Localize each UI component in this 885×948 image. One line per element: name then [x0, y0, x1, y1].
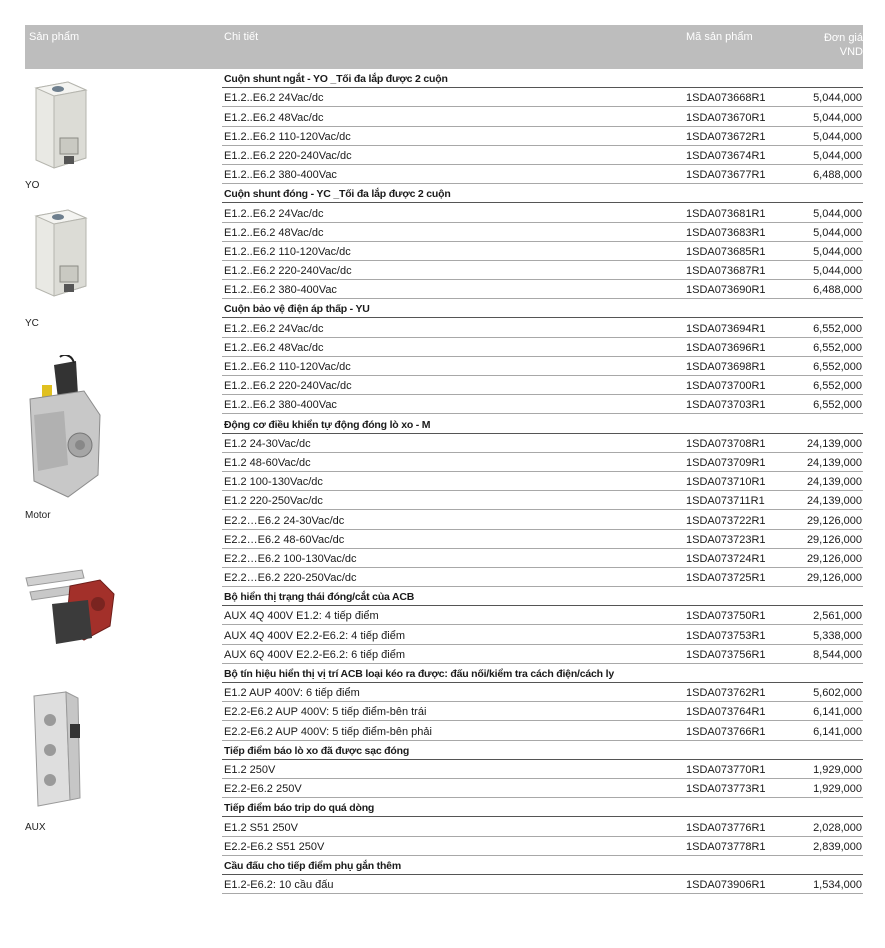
product-label-motor: Motor [25, 510, 51, 521]
item-price: 2,028,000 [813, 821, 862, 834]
table-row [222, 242, 863, 261]
table-row [222, 721, 863, 740]
item-price: 5,044,000 [813, 130, 862, 143]
item-code: 1SDA073677R1 [686, 169, 766, 182]
item-code: 1SDA073722R1 [686, 514, 766, 527]
item-price: 6,141,000 [813, 725, 862, 738]
item-price: 24,139,000 [806, 437, 862, 450]
section-title: Cầu đấu cho tiếp điểm phụ gắn thêm [224, 859, 401, 872]
item-price: 5,044,000 [813, 92, 862, 105]
product-label-yo: YO [25, 180, 40, 191]
item-code: 1SDA073762R1 [686, 687, 766, 700]
header-detail: Chi tiết [224, 31, 259, 43]
item-code: 1SDA073681R1 [686, 207, 766, 220]
section-title: Tiếp điểm báo trip do quá dòng [224, 802, 375, 815]
table-row [222, 107, 863, 126]
section-title: Cuộn shunt ngắt - YO _Tối đa lắp được 2 cuộn [224, 73, 448, 86]
item-price: 24,139,000 [806, 495, 862, 508]
section-title: Bộ tín hiệu hiển thị vị trí ACB loại kéo ra được: đấu nối/kiểm tra cách điện/cách ly [224, 668, 614, 680]
section-title-row [222, 587, 863, 606]
aux-contact-image [26, 690, 86, 810]
table-row [222, 280, 863, 299]
item-price: 6,488,000 [813, 169, 862, 182]
item-code: 1SDA073668R1 [686, 92, 766, 105]
item-code: 1SDA073750R1 [686, 610, 766, 623]
item-code: 1SDA073685R1 [686, 245, 766, 258]
item-price: 29,126,000 [806, 552, 862, 565]
item-code: 1SDA073776R1 [686, 821, 766, 834]
item-code: 1SDA073778R1 [686, 840, 766, 853]
header-price [824, 31, 863, 59]
item-description: E1.2..E6.2 110-120Vac/dc [224, 361, 351, 373]
table-row [222, 223, 863, 242]
item-description: E1.2..E6.2 48Vac/dc [224, 111, 324, 124]
section-title: Cuộn shunt đóng - YC _Tối đa lắp được 2 cuộn [224, 188, 451, 201]
product-label-aux: AUX [25, 822, 46, 833]
item-description: E1.2 250V [224, 763, 276, 776]
header-price-line2: VND [839, 46, 863, 58]
item-code: 1SDA073696R1 [686, 341, 766, 354]
item-description: E2.2-E6.2 AUP 400V: 5 tiếp điểm-bên trái [224, 706, 427, 719]
table-row [222, 702, 863, 721]
item-code: 1SDA073725R1 [686, 572, 766, 585]
item-code: 1SDA073906R1 [686, 879, 766, 892]
table-row [222, 376, 863, 395]
item-description: E1.2..E6.2 220-240Vac/dc [224, 149, 352, 162]
aux-indicator-image [22, 560, 122, 646]
item-description: E1.2..E6.2 220-240Vac/dc [224, 265, 352, 278]
item-description: E2.2…E6.2 48-60Vac/dc [224, 533, 345, 546]
yo-coil-image [28, 80, 94, 172]
section-title-row [222, 299, 863, 318]
item-price: 24,139,000 [806, 456, 862, 469]
item-description: E1.2..E6.2 110-120Vac/dc [224, 245, 351, 258]
item-description: AUX 4Q 400V E2.2-E6.2: 4 tiếp điểm [224, 629, 405, 642]
table-row [222, 568, 863, 587]
section-title: Bộ hiển thị trạng thái đóng/cắt của ACB [224, 591, 415, 604]
table-row [222, 453, 863, 472]
item-description: E2.2-E6.2 250V [224, 783, 302, 796]
item-code: 1SDA073674R1 [686, 149, 766, 162]
item-price: 6,552,000 [813, 341, 862, 354]
table-row [222, 510, 863, 529]
item-code: 1SDA073698R1 [686, 361, 766, 373]
item-price: 5,044,000 [813, 149, 862, 162]
item-description: E1.2..E6.2 380-400Vac [224, 169, 337, 182]
item-price: 5,338,000 [813, 629, 862, 642]
section-title-row [222, 856, 863, 875]
table-header [25, 25, 863, 69]
item-code: 1SDA073770R1 [686, 763, 766, 776]
item-code: 1SDA073670R1 [686, 111, 766, 124]
item-description: E2.2…E6.2 220-250Vac/dc [224, 572, 357, 585]
item-description: E1.2..E6.2 48Vac/dc [224, 341, 324, 354]
table-row [222, 165, 863, 184]
item-price: 8,544,000 [813, 648, 862, 661]
item-price: 6,552,000 [813, 322, 862, 335]
item-code: 1SDA073700R1 [686, 380, 766, 393]
item-code: 1SDA073708R1 [686, 437, 766, 450]
table-row [222, 549, 863, 568]
item-code: 1SDA073724R1 [686, 552, 766, 565]
table-row [222, 530, 863, 549]
item-description: E2.2-E6.2 S51 250V [224, 840, 325, 853]
section-title-row [222, 69, 863, 88]
item-price: 6,552,000 [813, 361, 862, 373]
item-code: 1SDA073703R1 [686, 399, 766, 412]
table-row [222, 146, 863, 165]
item-price: 6,488,000 [813, 284, 862, 297]
item-price: 29,126,000 [806, 572, 862, 585]
item-description: E1.2..E6.2 24Vac/dc [224, 207, 324, 220]
item-price: 2,561,000 [813, 610, 862, 623]
item-code: 1SDA073690R1 [686, 284, 766, 297]
table-row [222, 837, 863, 856]
table-row [222, 779, 863, 798]
section-title-row [222, 798, 863, 817]
item-price: 5,602,000 [813, 687, 862, 700]
product-label-yc: YC [25, 318, 39, 329]
motor-image [24, 355, 106, 503]
item-price: 29,126,000 [806, 514, 862, 527]
item-price: 2,839,000 [813, 840, 862, 853]
section-title: Cuộn bảo vệ điện áp thấp - YU [224, 303, 370, 316]
item-code: 1SDA073687R1 [686, 265, 766, 278]
item-description: E1.2..E6.2 110-120Vac/dc [224, 130, 351, 143]
item-price: 1,929,000 [813, 763, 862, 776]
item-code: 1SDA073709R1 [686, 456, 766, 469]
item-code: 1SDA073773R1 [686, 783, 766, 796]
item-code: 1SDA073694R1 [686, 322, 766, 335]
item-description: E1.2 S51 250V [224, 821, 299, 834]
item-description: E1.2..E6.2 380-400Vac [224, 399, 337, 412]
yc-coil-image [28, 208, 94, 300]
table-row [222, 472, 863, 491]
table-row [222, 645, 863, 664]
header-code: Mã sản phẩm [686, 31, 753, 43]
item-description: E1.2 24-30Vac/dc [224, 437, 311, 450]
item-description: E1.2 100-130Vac/dc [224, 476, 323, 489]
section-title-row [222, 414, 863, 433]
item-description: E1.2 AUP 400V: 6 tiếp điểm [224, 687, 360, 700]
item-code: 1SDA073711R1 [686, 495, 765, 508]
section-title: Động cơ điều khiển tự động đóng lò xo - M [224, 418, 431, 431]
item-price: 5,044,000 [813, 111, 862, 124]
section-title-row [222, 664, 863, 683]
item-code: 1SDA073723R1 [686, 533, 766, 546]
item-description: E1.2 48-60Vac/dc [224, 456, 311, 469]
item-description: E2.2…E6.2 24-30Vac/dc [224, 514, 345, 527]
item-description: E1.2..E6.2 24Vac/dc [224, 322, 324, 335]
item-code: 1SDA073764R1 [686, 706, 766, 719]
table-row [222, 817, 863, 836]
item-code: 1SDA073672R1 [686, 130, 766, 143]
table-row [222, 203, 863, 222]
item-code: 1SDA073710R1 [686, 476, 766, 489]
item-description: E2.2…E6.2 100-130Vac/dc [224, 552, 357, 565]
table-row [222, 875, 863, 894]
table-row [222, 491, 863, 510]
header-product: Sản phẩm [29, 31, 80, 43]
item-description: E1.2 220-250Vac/dc [224, 495, 323, 508]
item-price: 6,141,000 [813, 706, 862, 719]
item-description: AUX 6Q 400V E2.2-E6.2: 6 tiếp điểm [224, 648, 405, 661]
table-row [222, 434, 863, 453]
item-price: 6,552,000 [813, 380, 862, 393]
table-row [222, 606, 863, 625]
item-description: E1.2..E6.2 24Vac/dc [224, 92, 324, 105]
item-price: 1,929,000 [813, 783, 862, 796]
header-price-line1: Đơn giá [823, 32, 863, 44]
section-title-row [222, 741, 863, 760]
item-description: E1.2-E6.2: 10 cầu đấu [224, 879, 334, 892]
item-price: 5,044,000 [813, 245, 862, 258]
item-code: 1SDA073766R1 [686, 725, 766, 738]
price-table [222, 69, 863, 894]
item-price: 5,044,000 [813, 207, 862, 220]
table-row [222, 261, 863, 280]
item-code: 1SDA073753R1 [686, 629, 766, 642]
item-description: E1.2..E6.2 380-400Vac [224, 284, 337, 297]
table-row [222, 395, 863, 414]
item-description: E1.2..E6.2 48Vac/dc [224, 226, 324, 239]
table-row [222, 338, 863, 357]
table-row [222, 683, 863, 702]
item-code: 1SDA073756R1 [686, 648, 766, 661]
item-price: 5,044,000 [813, 226, 862, 239]
item-price: 24,139,000 [806, 476, 862, 489]
table-row [222, 88, 863, 107]
section-title-row [222, 184, 863, 203]
table-row [222, 127, 863, 146]
item-price: 6,552,000 [813, 399, 862, 412]
section-title: Tiếp điểm báo lò xo đã được sạc đóng [224, 744, 410, 757]
item-description: AUX 4Q 400V E1.2: 4 tiếp điểm [224, 610, 379, 623]
table-row [222, 625, 863, 644]
item-description: E2.2-E6.2 AUP 400V: 5 tiếp điểm-bên phải [224, 725, 432, 738]
table-row [222, 318, 863, 337]
item-price: 5,044,000 [813, 265, 862, 278]
item-price: 1,534,000 [813, 879, 862, 892]
item-price: 29,126,000 [806, 533, 862, 546]
item-description: E1.2..E6.2 220-240Vac/dc [224, 380, 352, 393]
table-row [222, 357, 863, 376]
table-row [222, 760, 863, 779]
item-code: 1SDA073683R1 [686, 226, 766, 239]
